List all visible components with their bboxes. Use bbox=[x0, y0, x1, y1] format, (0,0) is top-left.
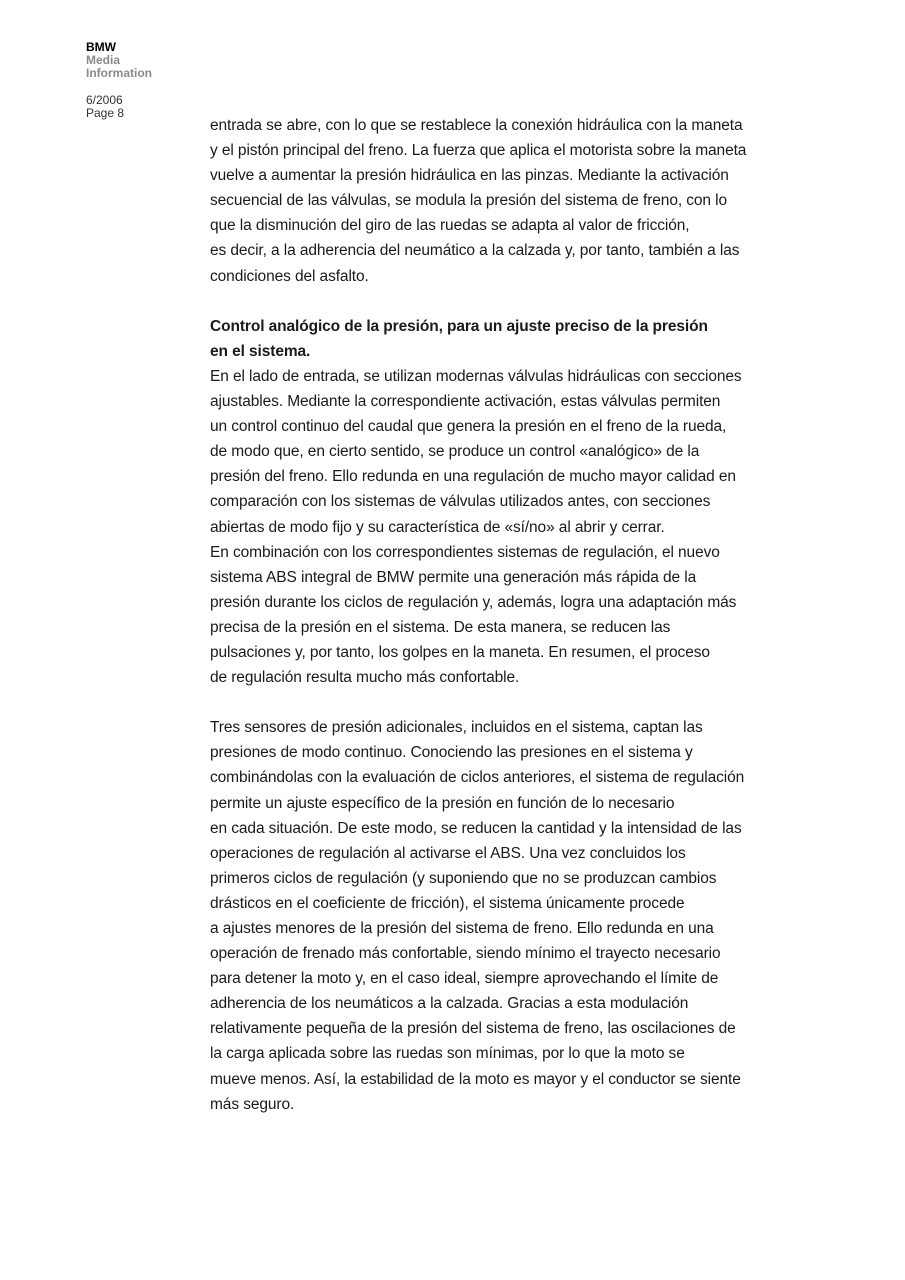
paragraph-line: entrada se abre, con lo que se restablece la conexión hidráulica con la maneta bbox=[210, 117, 743, 134]
paragraph-line: que la disminución del giro de las ruedas se adapta al valor de fricción, bbox=[210, 217, 690, 235]
paragraph-line: permite un ajuste específico de la presión en función de lo necesario bbox=[210, 794, 675, 812]
paragraph-3 bbox=[210, 715, 795, 1117]
paragraph-line: y el pistón principal del freno. La fuerza que aplica el motorista sobre la maneta bbox=[210, 142, 747, 160]
paragraph-line: operación de frenado más confortable, siendo mínimo el trayecto necesario bbox=[210, 945, 721, 963]
paragraph-line: de modo que, en cierto sentido, se produce un control «analógico» de la bbox=[210, 443, 700, 461]
paragraph-line: secuencial de las válvulas, se modula la presión del sistema de freno, con lo bbox=[210, 192, 728, 210]
paragraph-1 bbox=[210, 113, 795, 289]
paragraph-line: de regulación resulta mucho más confortable. bbox=[210, 669, 520, 687]
paragraph-line: más seguro. bbox=[210, 1095, 295, 1113]
paragraph-line: condiciones del asfalto. bbox=[210, 267, 369, 285]
page-number: Page 8 bbox=[86, 106, 125, 120]
paragraph-line: presión durante los ciclos de regulación y, además, logra una adaptación más bbox=[210, 593, 737, 611]
document-body bbox=[210, 113, 795, 1117]
paragraph-line: Tres sensores de presión adicionales, incluidos en el sistema, captan las bbox=[210, 719, 703, 737]
paragraph-line: comparación con los sistemas de válvulas utilizados antes, con secciones bbox=[210, 493, 711, 511]
brand-subtitle-information: Information bbox=[86, 66, 152, 80]
paragraph-line: la carga aplicada sobre las ruedas son mínimas, por lo que la moto se bbox=[210, 1045, 685, 1063]
paragraph-line: a ajustes menores de la presión del sistema de freno. Ello redunda en una bbox=[210, 920, 714, 937]
document-header bbox=[86, 41, 196, 120]
paragraph-line: relativamente pequeña de la presión del sistema de freno, las oscilaciones de bbox=[210, 1020, 736, 1038]
paragraph-2 bbox=[210, 364, 795, 690]
paragraph-line: pulsaciones y, por tanto, los golpes en la maneta. En resumen, el proceso bbox=[210, 643, 710, 661]
paragraph-line: primeros ciclos de regulación (y suponiendo que no se produzcan cambios bbox=[210, 869, 717, 887]
paragraph-spacer bbox=[210, 289, 795, 314]
paragraph-line: abiertas de modo fijo y su característica de «sí/no» al abrir y cerrar. bbox=[210, 518, 665, 536]
document-date: 6/2006 bbox=[86, 93, 123, 107]
paragraph-line: En combinación con los correspondientes sistemas de regulación, el nuevo bbox=[210, 543, 720, 561]
paragraph-line: presiones de modo continuo. Conociendo las presiones en el sistema y bbox=[210, 744, 693, 762]
paragraph-line: adherencia de los neumáticos a la calzada. Gracias a esta modulación bbox=[210, 995, 689, 1013]
paragraph-line: un control continuo del caudal que genera la presión en el freno de la rueda, bbox=[210, 418, 727, 436]
paragraph-line: combinándolas con la evaluación de ciclos anteriores, el sistema de regulación bbox=[210, 769, 745, 787]
paragraph-line: mueve menos. Así, la estabilidad de la moto es mayor y el conductor se siente bbox=[210, 1070, 741, 1088]
paragraph-line: ajustables. Mediante la correspondiente activación, estas válvulas permiten bbox=[210, 393, 721, 411]
heading-line: Control analógico de la presión, para un ajuste preciso de la presión bbox=[210, 317, 708, 335]
paragraph-line: drásticos en el coeficiente de fricción), el sistema únicamente procede bbox=[210, 894, 685, 912]
paragraph-line: vuelve a aumentar la presión hidráulica en las pinzas. Mediante la activación bbox=[210, 167, 729, 185]
paragraph-line: En el lado de entrada, se utilizan modernas válvulas hidráulicas con secciones bbox=[210, 367, 742, 385]
paragraph-line: operaciones de regulación al activarse el ABS. Una vez concluidos los bbox=[210, 844, 686, 862]
paragraph-spacer bbox=[210, 690, 795, 715]
brand-name: BMW bbox=[86, 40, 116, 54]
heading-line: en el sistema. bbox=[210, 342, 311, 360]
paragraph-line: en cada situación. De este modo, se reducen la cantidad y la intensidad de las bbox=[210, 819, 742, 837]
paragraph-line: es decir, a la adherencia del neumático a la calzada y, por tanto, también a las bbox=[210, 242, 740, 260]
paragraph-line: para detener la moto y, en el caso ideal, siempre aprovechando el límite de bbox=[210, 970, 719, 988]
paragraph-line: sistema ABS integral de BMW permite una generación más rápida de la bbox=[210, 568, 697, 586]
section-heading bbox=[210, 314, 795, 364]
paragraph-line: precisa de la presión en el sistema. De esta manera, se reducen las bbox=[210, 618, 671, 636]
paragraph-line: presión del freno. Ello redunda en una regulación de mucho mayor calidad en bbox=[210, 468, 736, 486]
brand-subtitle-media: Media bbox=[86, 53, 121, 67]
